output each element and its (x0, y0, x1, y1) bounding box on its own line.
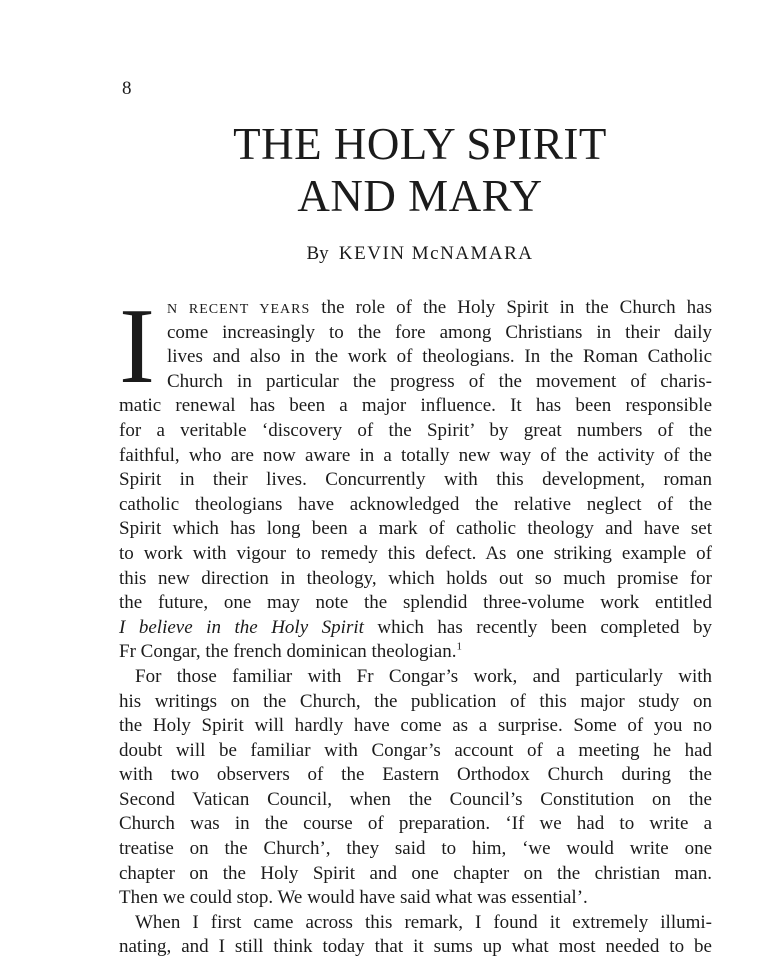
paragraph-2 (119, 665, 712, 911)
text-line: with two observers of the Eastern Orthodox Church during the (119, 764, 712, 786)
text-line: Spirit which has long been a mark of catholic theology and have set (119, 518, 712, 540)
text-line: to work with vigour to remedy this defect. As one striking example of (119, 542, 712, 564)
byline (0, 243, 784, 265)
text-line: For those familiar with Fr Congar’s work, and particularly with (135, 665, 712, 687)
text-line: Fr Congar, the french dominican theologian.$^1$ (119, 640, 462, 663)
byline-by: By (306, 243, 329, 264)
text-line: the future, one may note the splendid three-volume work entitled (119, 592, 712, 614)
text-line: N RECENT YEARS the role of the Holy Spirit in the Church has (167, 297, 712, 318)
text-line: faithful, who are now aware in a totally new way of the activity of the (119, 444, 712, 466)
text-line: Church in particular the progress of the movement of charis- (167, 370, 712, 392)
text-line: for a veritable ‘discovery of the Spirit’ by great numbers of the (119, 419, 712, 441)
text-line: this new direction in theology, which holds out so much promise for (119, 567, 712, 589)
text-line: catholic theologians have acknowledged the relative neglect of the (119, 493, 712, 515)
text-line: his writings on the Church, the publication of this major study on (119, 690, 712, 712)
text-line: Spirit in their lives. Concurrently with this development, roman (119, 469, 712, 491)
article-title-line-1: THE HOLY SPIRIT (233, 119, 607, 169)
article-body (119, 287, 712, 960)
text-line: doubt will be familiar with Congar’s account of a meeting he had (119, 739, 712, 761)
text-line: lives and also in the work of theologians. In the Roman Catholic (167, 346, 712, 368)
paragraph-1 (119, 287, 712, 665)
text-line: the Holy Spirit will hardly have come as a surprise. Some of you no (119, 715, 712, 737)
article-title-line-2: AND MARY (297, 171, 543, 221)
page-number: 8 (122, 78, 132, 99)
text-line: Church was in the course of preparation. ‘If we had to write a (119, 813, 712, 835)
drop-cap: I (119, 287, 155, 406)
footnote-marker: 1 (456, 640, 462, 653)
text-line: Second Vatican Council, when the Council’s Constitution on the (119, 788, 712, 810)
text-line: Then we could stop. We would have said what was essential’. (119, 887, 588, 909)
text-line: come increasingly to the fore among Christians in their daily (167, 321, 712, 343)
text-line: treatise on the Church’, they said to him, ‘we would write one (119, 838, 712, 860)
text-line: matic renewal has been a major influence. It has been responsible (119, 395, 712, 417)
text-line: nating, and I still think today that it sums up what most needed to be (119, 936, 712, 958)
text-line: I believe in the Holy Spirit which has recently been completed by (119, 616, 712, 638)
author-name: KEVIN McNAMARA (338, 243, 534, 264)
book-title: I believe in the Holy Spirit (119, 616, 364, 638)
text-line: chapter on the Holy Spirit and one chapter on the christian man. (119, 862, 712, 884)
small-caps-opening: N RECENT YEARS (167, 302, 311, 317)
paragraph-3 (119, 911, 712, 960)
text-line: When I first came across this remark, I found it extremely illumi- (135, 911, 712, 933)
